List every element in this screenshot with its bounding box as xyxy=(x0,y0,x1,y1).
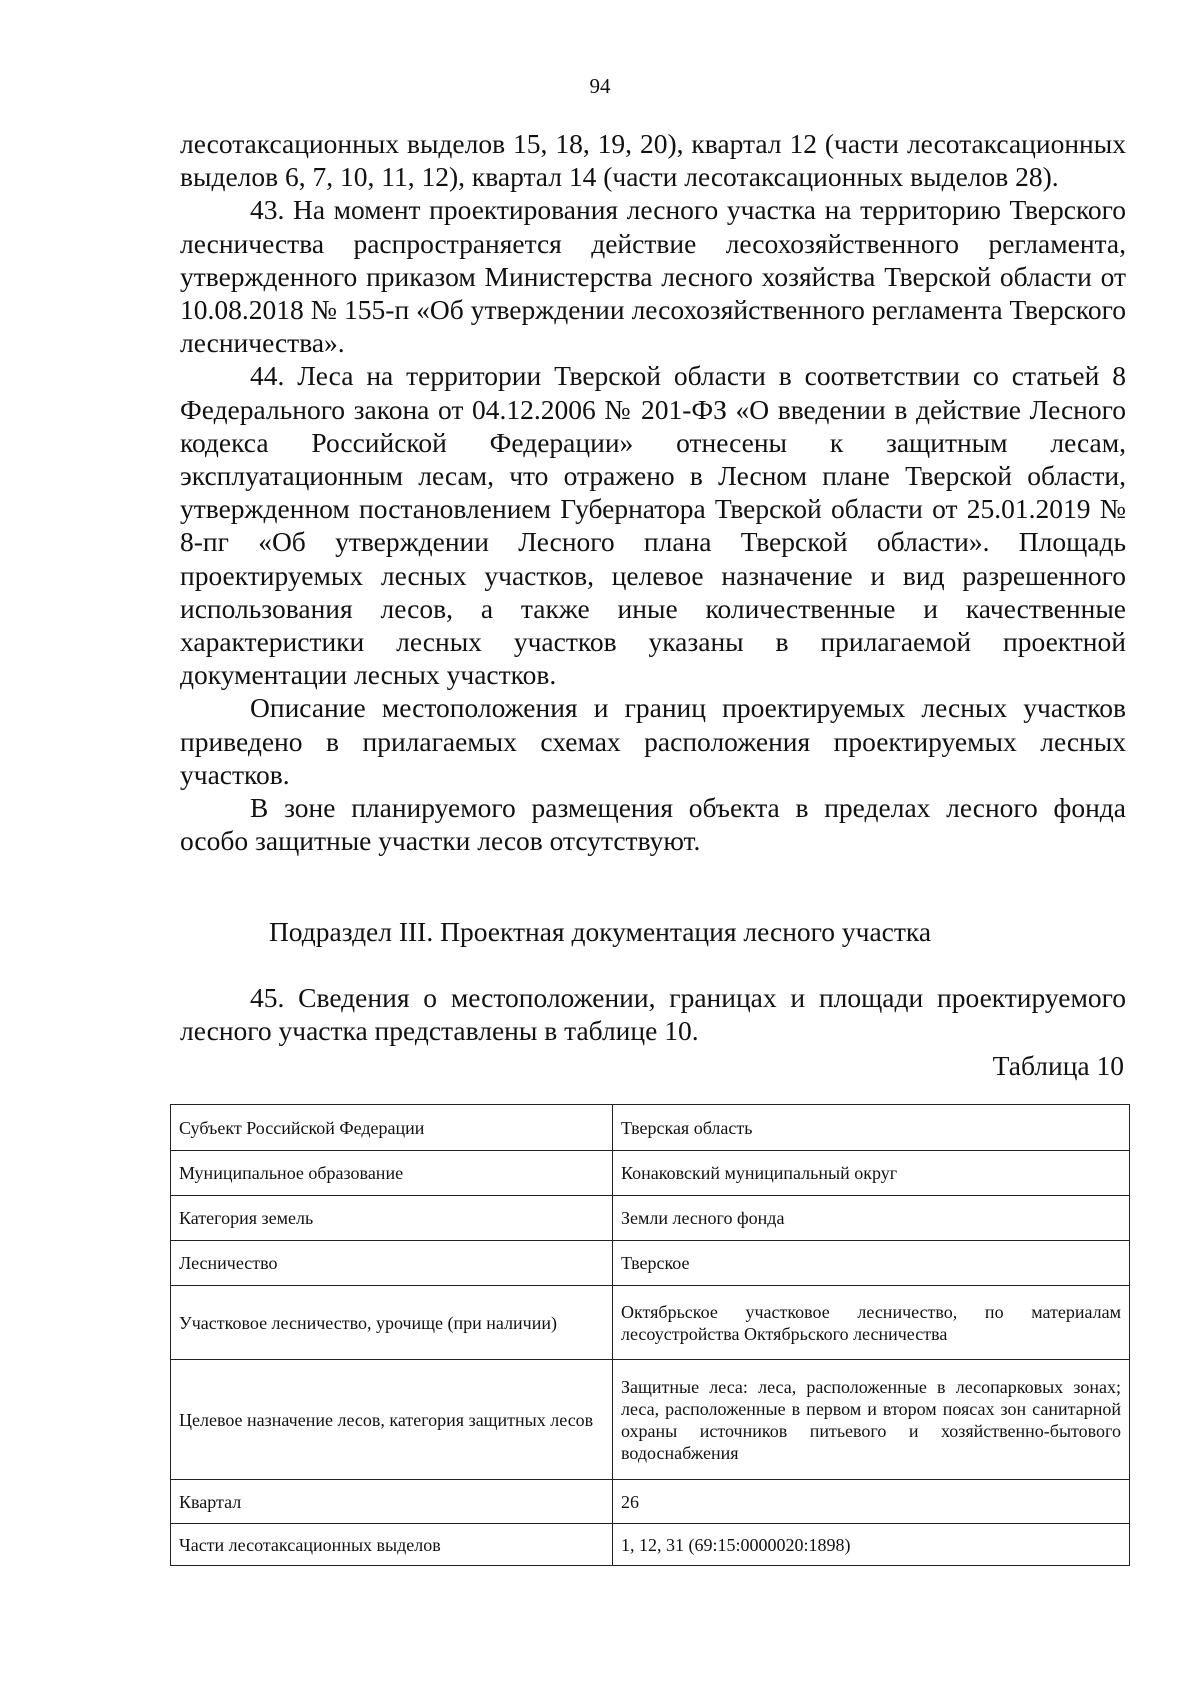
intro-paragraph: лесотаксационных выделов 15, 18, 19, 20), квартал 12 (части лесотаксационных выделов 6, 7, 10, 11, 12), квартал 14 (части лесотаксационных выделов 28). xyxy=(180,128,1126,193)
paragraph-43: 43. На момент проектирования лесного участка на территорию Тверского лесничества распространяется действие лесохозяйственного регламента, утвержденного приказом Министерства лесного хозяйства Тверской области от 10.08.2018 № 155-п «Об утверждении лесохозяйственного регламента Тверского лесничества». xyxy=(180,194,1126,359)
table-cell-label: Участковое лесничество, урочище (при наличии) xyxy=(171,1286,613,1360)
table-cell-value: Конаковский муниципальный округ xyxy=(613,1151,1130,1196)
table-cell-label: Категория земель xyxy=(171,1196,613,1241)
table-cell-label: Части лесотаксационных выделов xyxy=(171,1524,613,1566)
table-row xyxy=(171,1286,1130,1360)
paragraph-45: 45. Сведения о местоположении, границах и площади проектируемого лесного участка представлены в таблице 10. xyxy=(180,982,1126,1047)
table-cell-label: Квартал xyxy=(171,1480,613,1524)
page-number: 94 xyxy=(589,74,611,98)
subsection-title: Подраздел III. Проектная документация лесного участка xyxy=(268,916,932,947)
forest-plot-table xyxy=(170,1104,1130,1566)
table-row xyxy=(171,1524,1130,1566)
table-row xyxy=(171,1105,1130,1151)
table-cell-value: Тверская область xyxy=(613,1105,1130,1151)
table-cell-value: Октябрьское участковое лесничество, по материалам лесоустройства Октябрьского лесничества xyxy=(613,1286,1130,1360)
table-cell-label: Лесничество xyxy=(171,1241,613,1286)
body-text xyxy=(180,127,1126,857)
table-cell-value: 1, 12, 31 (69:15:0000020:1898) xyxy=(613,1524,1130,1566)
table-row xyxy=(171,1360,1130,1480)
paragraph-description: Описание местоположения и границ проектируемых лесных участков приведено в прилагаемых схемах расположения проектируемых лесных участков. xyxy=(180,692,1126,790)
table-cell-value: Защитные леса: леса, расположенные в лесопарковых зонах; леса, расположенные в первом и втором поясах зон санитарной охраны источников питьевого и хозяйственно-бытового водоснабжения xyxy=(613,1360,1130,1480)
table-row xyxy=(171,1151,1130,1196)
table-cell-label: Муниципальное образование xyxy=(171,1151,613,1196)
table-cell-value: Земли лесного фонда xyxy=(613,1196,1130,1241)
table-row xyxy=(171,1196,1130,1241)
table-cell-value: Тверское xyxy=(613,1241,1130,1286)
table-cell-label: Субъект Российской Федерации xyxy=(171,1105,613,1151)
paragraph-zone: В зоне планируемого размещения объекта в пределах лесного фонда особо защитные участки лесов отсутствуют. xyxy=(180,792,1126,857)
table-cell-value: 26 xyxy=(613,1480,1130,1524)
table-row xyxy=(171,1241,1130,1286)
table-row xyxy=(171,1480,1130,1524)
table-caption: Таблица 10 xyxy=(992,1050,1124,1081)
table-cell-label: Целевое назначение лесов, категория защитных лесов xyxy=(171,1360,613,1480)
paragraph-44: 44. Леса на территории Тверской области в соответствии со статьей 8 Федерального закона от 04.12.2006 № 201-ФЗ «О введении в действие Лесного кодекса Российской Федерации» отнесены к защитным лесам, эксплуатационным лесам, что отражено в Лесном плане Тверской области, утвержденном постановлением Губернатора Тверской области от 25.01.2019 № 8-пг «Об утверждении Лесного плана Тверской области». Площадь проектируемых лесных участков, целевое назначение и вид разрешенного использования лесов, а также иные количественные и качественные характеристики лесных участков указаны в прилагаемой проектной документации лесных участков. xyxy=(180,360,1126,691)
